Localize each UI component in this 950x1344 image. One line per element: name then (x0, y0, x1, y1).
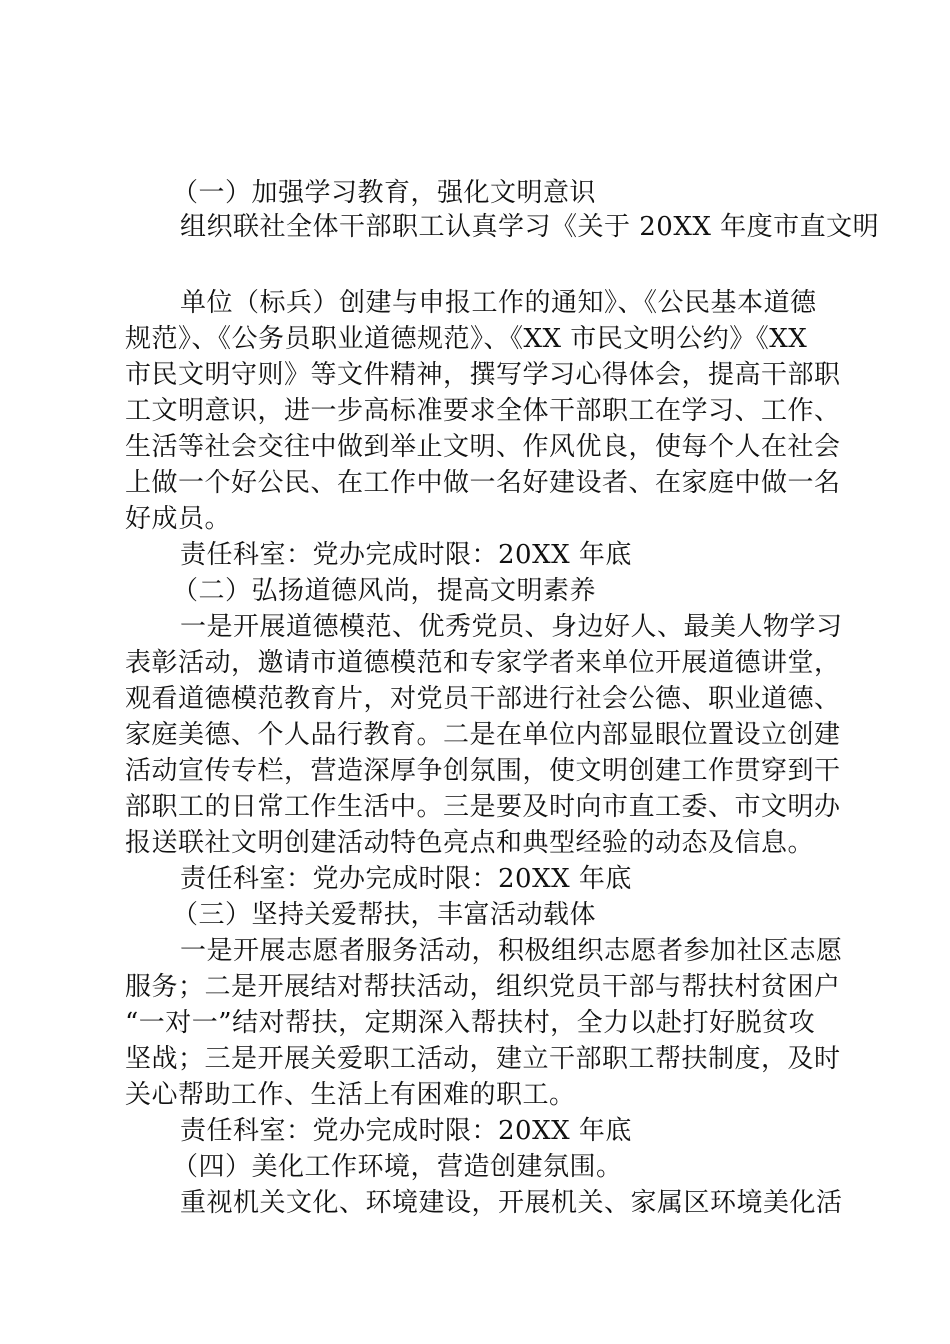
responsibility-line: 责任科室：党办完成时限：20XX 年底 (180, 540, 632, 570)
paragraph-line: 观看道德模范教育片，对党员干部进行社会公德、职业道德、 (125, 684, 841, 714)
paragraph-line: 服务；二是开展结对帮扶活动，组织党员干部与帮扶村贫困户 (125, 972, 841, 1002)
section-heading-3: （三）坚持关爱帮扶，丰富活动载体 (172, 900, 597, 930)
paragraph-line: “一对一”结对帮扶，定期深入帮扶村，全力以赴打好脱贫攻 (125, 1008, 816, 1038)
paragraph-line: 坚战；三是开展关爱职工活动，建立干部职工帮扶制度，及时 (125, 1044, 841, 1074)
section-heading-4: （四）美化工作环境，营造创建氛围。 (172, 1152, 623, 1182)
section-heading-2: （二）弘扬道德风尚，提高文明素养 (172, 576, 597, 606)
paragraph-line: 部职工的日常工作生活中。三是要及时向市直工委、市文明办 (125, 792, 841, 822)
paragraph-line: 上做一个好公民、在工作中做一名好建设者、在家庭中做一名 (125, 468, 841, 498)
paragraph-line: 工文明意识，进一步高标准要求全体干部职工在学习、工作、 (125, 396, 841, 426)
paragraph-line: 单位（标兵）创建与申报工作的通知》、《公民基本道德 (180, 288, 817, 318)
responsibility-line: 责任科室：党办完成时限：20XX 年底 (180, 1116, 632, 1146)
paragraph-line: 生活等社会交往中做到举止文明、作风优良，使每个人在社会 (125, 432, 841, 462)
paragraph-line: 活动宣传专栏，营造深厚争创氛围，使文明创建工作贯穿到干 (125, 756, 841, 786)
paragraph-line: 重视机关文化、环境建设，开展机关、家属区环境美化活 (180, 1188, 843, 1218)
responsibility-line: 责任科室：党办完成时限：20XX 年底 (180, 864, 632, 894)
paragraph-line: 报送联社文明创建活动特色亮点和典型经验的动态及信息。 (125, 828, 815, 858)
paragraph-line: 规范》、《公务员职业道德规范》、《XX 市民文明公约》《XX (125, 324, 808, 354)
paragraph-line: 好成员。 (125, 504, 232, 534)
paragraph-line: 关心帮助工作、生活上有困难的职工。 (125, 1080, 576, 1110)
paragraph-line: 组织联社全体干部职工认真学习《关于 20XX 年度市直文明 (180, 212, 880, 242)
paragraph-line: 表彰活动，邀请市道德模范和专家学者来单位开展道德讲堂， (125, 648, 841, 678)
paragraph-line: 一是开展志愿者服务活动，积极组织志愿者参加社区志愿 (180, 936, 843, 966)
section-heading-1: （一）加强学习教育，强化文明意识 (172, 178, 597, 208)
paragraph-line: 市民文明守则》等文件精神，撰写学习心得体会，提高干部职 (125, 360, 841, 390)
paragraph-line: 一是开展道德模范、优秀党员、身边好人、最美人物学习 (180, 612, 843, 642)
paragraph-line: 家庭美德、个人品行教育。二是在单位内部显眼位置设立创建 (125, 720, 841, 750)
